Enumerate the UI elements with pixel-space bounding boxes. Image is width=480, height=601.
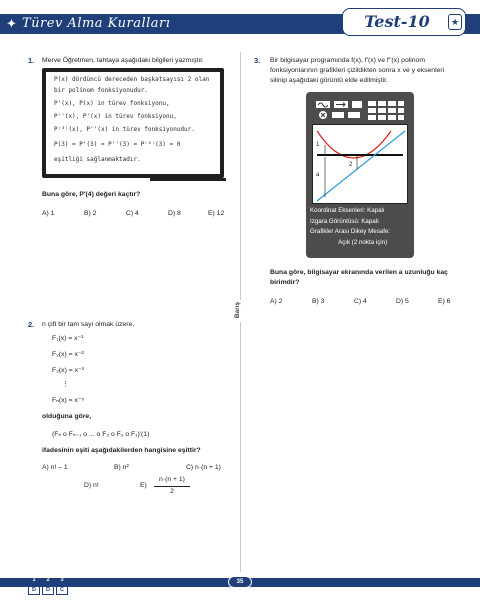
parabola-graph — [317, 131, 391, 158]
graph-label-a: a — [316, 172, 320, 178]
option-c[interactable]: C) 4 — [354, 298, 367, 305]
function-def: F₁(x) = x⁻¹ — [52, 335, 84, 342]
option-e-numerator: n·(n + 1) — [159, 476, 185, 483]
option-d[interactable]: D) 8 — [168, 210, 181, 217]
function-def: F₂(x) = x⁻² — [52, 351, 84, 358]
board-line: bir polinom fonksiyonudur. — [54, 87, 148, 94]
section-title: Türev Alma Kuralları — [22, 16, 171, 31]
question-3-number: 3. — [254, 56, 261, 65]
question-3-prompt-line: Buna göre, bilgisayar ekranında verilen a uzunluğu kaç — [270, 269, 448, 276]
setting-line: Açık (2 nokta için) — [338, 238, 388, 246]
chalk-tray — [150, 178, 226, 181]
settings-panel — [310, 206, 410, 256]
question-1-prompt: Buna göre, P'(4) değeri kaçtır? — [42, 191, 141, 198]
setting-line: Koordinat Eksenleri: Kapalı — [310, 207, 385, 214]
page-header — [0, 0, 480, 44]
answer-key-letter: C — [56, 586, 68, 595]
option-d[interactable]: D) 5 — [396, 298, 409, 305]
answer-key-number: 2 — [46, 577, 50, 583]
option-a[interactable]: A) 2 — [270, 298, 283, 305]
board-line: eşitliği sağlanmaktadır. — [54, 156, 141, 163]
setting-line: Izgara Görüntüsü: Kapalı — [310, 217, 379, 225]
option-d[interactable]: D) n! — [84, 482, 99, 489]
board-line: P⁽³⁾(x), P''(x) in türev fonksiyonudur. — [54, 126, 195, 133]
question-1-intro: Merve Öğretmen, tahtaya aşağıdaki bilgileri yazmıştır. — [42, 57, 205, 64]
fraction-bar — [154, 486, 190, 487]
question-3-intro-line: silinip aşağıdaki görüntü elde edilmiştir. — [270, 77, 388, 84]
page-number: 35 — [228, 576, 252, 588]
function-def: Fₙ(x) = x⁻ⁿ — [52, 397, 84, 404]
question-3-intro-line: Bir bilgisayar programında f(x), f'(x) ve f''(x) polinom — [270, 57, 425, 64]
runner-icon: ✦ — [6, 16, 17, 31]
composition-expression: (Fₙ o Fₙ₋₁ o ... o F₃ o F₂ o F₁)'(1) — [52, 431, 150, 438]
option-a[interactable]: A) 1 — [42, 210, 55, 217]
toolbar-panel — [312, 98, 408, 122]
option-e[interactable]: E) — [140, 482, 147, 489]
option-a[interactable]: A) n! – 1 — [42, 464, 68, 471]
setting-line: Grafikler Arası Dikey Mesafe: — [310, 228, 391, 235]
option-b[interactable]: B) 2 — [84, 210, 97, 217]
option-b[interactable]: B) n² — [114, 464, 129, 471]
toolbar-icons — [312, 98, 408, 122]
test-label: Test-10 — [364, 12, 430, 31]
answer-key-number: 3 — [60, 577, 64, 583]
question-2-intro: n çift bir tam sayı olmak üzere, — [42, 321, 135, 328]
question-2-condition: olduğuna göre, — [42, 413, 92, 420]
question-3-prompt-line: birimdir? — [270, 279, 300, 286]
question-3-intro-line: fonksiyonlarının grafikleri çizildikten sonra x ve y eksenleri — [270, 67, 445, 74]
option-e-denominator: 2 — [170, 488, 174, 495]
graph-label-2: 2 — [349, 162, 353, 168]
board-line: P(x) dördüncü dereceden başkatsayısı 2 olan — [54, 76, 210, 83]
option-c[interactable]: C) 4 — [126, 210, 139, 217]
option-e[interactable]: E) 6 — [438, 298, 451, 305]
question-2-number: 2. — [28, 320, 35, 329]
question-1-number: 1. — [28, 56, 35, 65]
trophy-icon: ★ — [448, 14, 462, 30]
board-line: P''(x), P'(x) in türev fonksiyonu, — [54, 113, 177, 120]
answer-key-letter: D — [42, 586, 54, 595]
graph-screen — [312, 124, 408, 204]
answer-key-number: 1 — [32, 577, 36, 583]
board-line: P(3) = P'(3) = P''(3) = P⁽³⁾(3) = 0 — [54, 141, 181, 148]
option-c[interactable]: C) n·(n + 1) — [186, 464, 221, 471]
function-def: F₃(x) = x⁻³ — [52, 367, 84, 374]
option-e[interactable]: E) 12 — [208, 210, 225, 217]
option-b[interactable]: B) 3 — [312, 298, 325, 305]
graph-label-1: 1 — [316, 142, 320, 148]
function-graphs — [313, 125, 407, 203]
answer-key-letter: D — [28, 586, 40, 595]
ellipsis: ⋮ — [62, 381, 69, 388]
board-line: P'(x), P(x) in türev fonksiyonu, — [54, 100, 170, 107]
side-label: Barış — [234, 301, 241, 319]
linear-graph — [317, 131, 405, 201]
question-2-prompt: ifadesinin eşiti aşağıdakilerden hangisine eşittir? — [42, 447, 201, 454]
